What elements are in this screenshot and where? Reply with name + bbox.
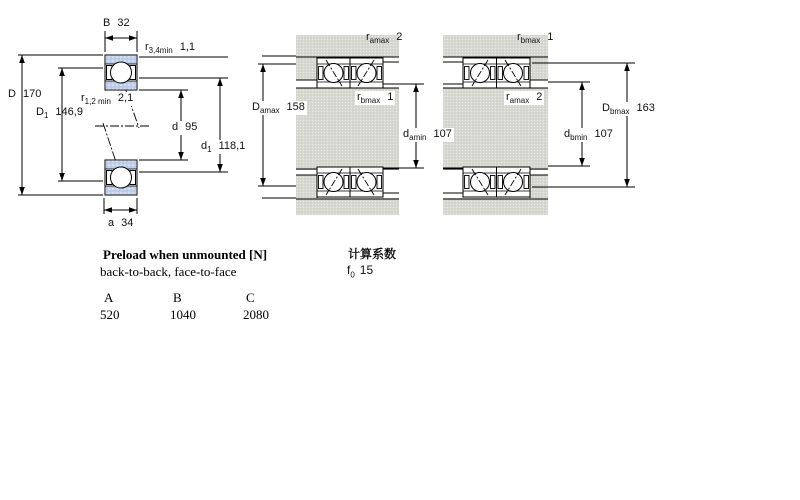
- arrow-down-icon: [178, 152, 184, 160]
- arrow-down-icon: [579, 158, 585, 166]
- arrow-down-icon: [260, 178, 266, 186]
- cage: [524, 67, 529, 80]
- arrow-down-icon: [217, 164, 223, 172]
- cage: [352, 67, 357, 80]
- cage: [465, 176, 470, 189]
- arrow-right-icon: [129, 207, 137, 213]
- ball: [111, 167, 132, 188]
- dim-label-D: D 170: [8, 88, 42, 100]
- ball: [111, 62, 132, 83]
- arrow-up-icon: [260, 64, 266, 72]
- dim-label-damin: $d_{amin}$ 107: [403, 128, 452, 143]
- dim-label-rbmax: $r_{bmax}$ 1: [357, 91, 394, 106]
- dim-label-B: B 32: [103, 17, 130, 29]
- cage: [319, 67, 324, 80]
- preload-value-A: 520: [100, 307, 120, 322]
- preload-col-C: C: [246, 290, 255, 305]
- bearing-pair-top: [463, 58, 530, 88]
- arrow-down-icon: [624, 179, 630, 187]
- calculation-factors-title: 计算系数: [348, 247, 397, 261]
- preload-col-B: B: [173, 290, 182, 305]
- cage: [524, 176, 529, 189]
- cage: [344, 176, 349, 189]
- dim-ext-dbmin: [548, 82, 590, 166]
- paired-bearing-drawing-face-to-face: [443, 35, 635, 215]
- dim-label-d: d 95: [170, 121, 199, 135]
- dim-ext-B: [105, 31, 137, 52]
- cage: [491, 176, 496, 189]
- arrow-down-icon: [59, 173, 65, 181]
- arrow-down-icon: [413, 160, 419, 168]
- dim-ext-D1: [58, 68, 103, 181]
- housing-block: [296, 198, 399, 215]
- arrow-right-icon: [129, 35, 137, 41]
- housing-shoulder: [530, 57, 548, 80]
- preload-title: Preload when unmounted [N]: [103, 247, 268, 262]
- cage: [319, 176, 324, 189]
- paired-bearing-drawing-back-to-back: [258, 35, 424, 215]
- cage: [377, 67, 382, 80]
- dim-label-r12: $r_{1,2 min}$ 2,1: [81, 92, 134, 107]
- bearing-pair-top: [317, 58, 383, 88]
- bearing-section-top: [105, 55, 137, 90]
- cage: [491, 67, 496, 80]
- arrow-left-icon: [104, 207, 112, 213]
- bearing-section-bottom: [105, 160, 137, 195]
- dim-label-d1: $d_1$ 118,1: [201, 140, 246, 155]
- arrow-up-icon: [579, 82, 585, 90]
- preload-value-B: 1040: [170, 307, 196, 322]
- dim-label-rbmax-right: $r_{bmax}$ 1: [517, 31, 554, 46]
- bearing-pair-bottom: [463, 167, 530, 197]
- arrow-up-icon: [19, 55, 25, 63]
- preload-col-A: A: [104, 290, 114, 305]
- bearing-pair-bottom: [317, 167, 383, 197]
- housing-block: [443, 198, 548, 215]
- cage: [498, 67, 503, 80]
- dim-label-r34: $r_{3,4min}$ 1,1: [145, 41, 195, 56]
- preload-value-C: 2080: [243, 307, 269, 322]
- cage: [352, 176, 357, 189]
- factor-f0: $f_0$ 15: [347, 263, 374, 280]
- arrow-up-icon: [217, 78, 223, 86]
- arrow-up-icon: [413, 84, 419, 92]
- cage: [344, 67, 349, 80]
- dim-label-D1: $D_1$ 146,9: [36, 106, 83, 121]
- cage: [465, 67, 470, 80]
- dim-label-a: a 34: [108, 217, 134, 229]
- dim-label-Dbmax: $D_{bmax}$ 163: [602, 102, 655, 117]
- preload-subtitle: back-to-back, face-to-face: [100, 264, 237, 279]
- arrow-up-icon: [59, 68, 65, 76]
- housing-shoulder: [296, 175, 317, 198]
- arrow-left-icon: [105, 35, 113, 41]
- cage: [377, 176, 382, 189]
- dim-label-ramax: $r_{amax}$ 2: [366, 31, 403, 46]
- housing-shoulder: [296, 57, 317, 80]
- cage: [498, 176, 503, 189]
- dim-label-ramax-right: $r_{amax}$ 2: [506, 91, 543, 106]
- arrow-up-icon: [624, 63, 630, 71]
- dim-label-Damax: $D_{amax}$ 158: [252, 101, 305, 116]
- dim-label-dbmin: $d_{bmin}$ 107: [564, 128, 613, 143]
- arrow-up-icon: [178, 90, 184, 98]
- dim-ext-Damax: [258, 64, 296, 186]
- arrow-down-icon: [19, 187, 25, 195]
